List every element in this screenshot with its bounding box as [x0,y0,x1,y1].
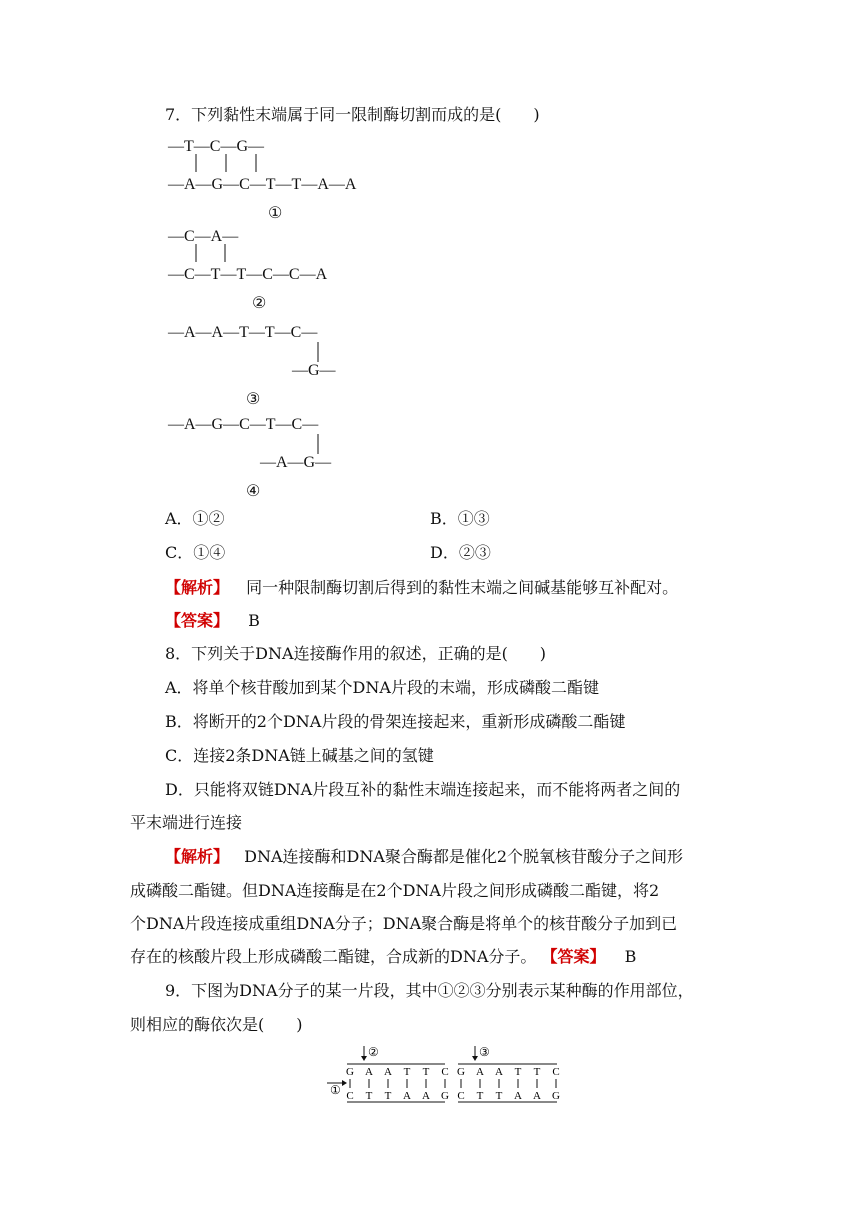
q8-option-c: C．连接2条DNA链上碱基之间的氢键 [165,746,434,765]
q7-option-b: B．①③ [430,509,490,528]
bottom-base-0-2: T [384,1090,392,1102]
q7-option-c: C．①④ [165,543,226,562]
q8-analysis-line-3: 个DNA片段连接成重组DNA分子；DNA聚合酶是将单个的核苷酸分子加到已 [130,914,678,933]
fragment-2-bottom-strand: —C—T—T—C—C—A [168,266,328,283]
top-base-0-0: G [346,1066,354,1078]
q7-option-d: D．②③ [430,543,491,562]
dna-sequence-group [346,1066,560,1102]
q8-option-b: B．将断开的2个DNA片段的骨架连接起来，重新形成磷酸二酯键 [165,712,626,731]
fragment-1-bottom-strand: —A—G—C—T—T—A—A [168,176,357,193]
top-base-1-4: T [533,1066,541,1078]
q8-option-d-continued: 平末端进行连接 [130,813,243,832]
bottom-base-0-1: T [365,1090,373,1102]
fragment-1-label: ① [268,203,283,222]
q7-answer-value: B [248,611,260,630]
top-base-0-4: T [422,1066,430,1078]
q8-analysis-text-4: 存在的核酸片段上形成磷酸二酯键，合成新的DNA分子。 [130,947,537,966]
fragment-2-label: ② [252,293,267,312]
q7-stem: 7．下列黏性末端属于同一限制酶切割而成的是( ) [165,105,540,124]
answer-tag: 【答案】 [165,611,230,630]
fragment-2-top-strand: —C—A— [168,228,239,245]
fragment-1-top-strand: —T—C—G— [168,138,264,155]
q9-stem-line-1: 9．下图为DNA分子的某一片段，其中①②③分别表示某种酶的作用部位， [165,981,694,1000]
fragment-1-bonds [168,152,288,174]
bottom-base-1-4: A [533,1090,541,1102]
q9-stem-line-2: 则相应的酶依次是( ) [130,1015,303,1034]
top-base-0-3: T [403,1066,411,1078]
site-3-label: ③ [479,1045,490,1059]
bottom-base-0-4: A [422,1090,430,1102]
dna-enzyme-site-figure [325,1042,575,1112]
top-base-1-2: A [495,1066,503,1078]
bottom-base-0-3: A [403,1090,411,1102]
fragment-3-label: ③ [246,389,261,408]
bottom-base-1-5: G [552,1090,560,1102]
top-base-0-5: C [441,1066,449,1078]
top-base-1-0: G [457,1066,465,1078]
top-base-0-2: A [384,1066,392,1078]
top-base-1-1: A [476,1066,484,1078]
fragment-3-top-strand: —A—A—T—T—C— [168,324,318,341]
q8-option-a: A．将单个核苷酸加到某个DNA片段的末端，形成磷酸二酯键 [165,678,599,697]
top-base-0-1: A [365,1066,373,1078]
top-base-1-5: C [552,1066,560,1078]
bottom-base-1-2: T [495,1090,503,1102]
fragment-4-bottom-strand: —A—G— [260,454,332,471]
q7-answer [165,610,260,632]
fragment-4-top-strand: —A—G—C—T—C— [168,416,319,433]
q8-option-d: D．只能将双链DNA片段互补的黏性末端连接起来，而不能将两者之间的 [165,780,681,799]
site-1-label: ① [330,1083,341,1097]
fragment-2-bonds [168,242,248,264]
fragment-4-label: ④ [246,481,261,500]
q7-option-a: A．①② [165,509,225,528]
bottom-base-1-3: A [514,1090,522,1102]
bottom-base-0-5: G [441,1090,449,1102]
q7-analysis-text: 同一种限制酶切割后得到的黏性末端之间碱基能够互补配对。 [246,578,679,597]
q8-answer-value: B [624,947,637,966]
fragment-3-bottom-strand: —G— [292,362,336,379]
q7-analysis [165,577,678,599]
q8-analysis-text-1: DNA连接酶和DNA聚合酶都是催化2个脱氧核苷酸分子之间形 [244,847,684,866]
q8-analysis-line-4 [130,946,636,968]
bottom-base-1-1: T [476,1090,484,1102]
q8-analysis-line-2: 成磷酸二酯键。但DNA连接酶是在2个DNA片段之间形成磷酸二酯键，将2 [130,881,660,900]
bottom-base-1-0: C [457,1090,465,1102]
analysis-tag: 【解析】 [165,847,230,866]
bottom-base-0-0: C [346,1090,354,1102]
q8-analysis-line-1 [165,846,683,868]
top-base-1-3: T [514,1066,522,1078]
site-2-label: ② [368,1045,379,1059]
analysis-tag: 【解析】 [165,578,230,597]
answer-tag: 【答案】 [541,947,606,966]
q8-stem: 8．下列关于DNA连接酶作用的叙述，正确的是( ) [165,644,547,663]
